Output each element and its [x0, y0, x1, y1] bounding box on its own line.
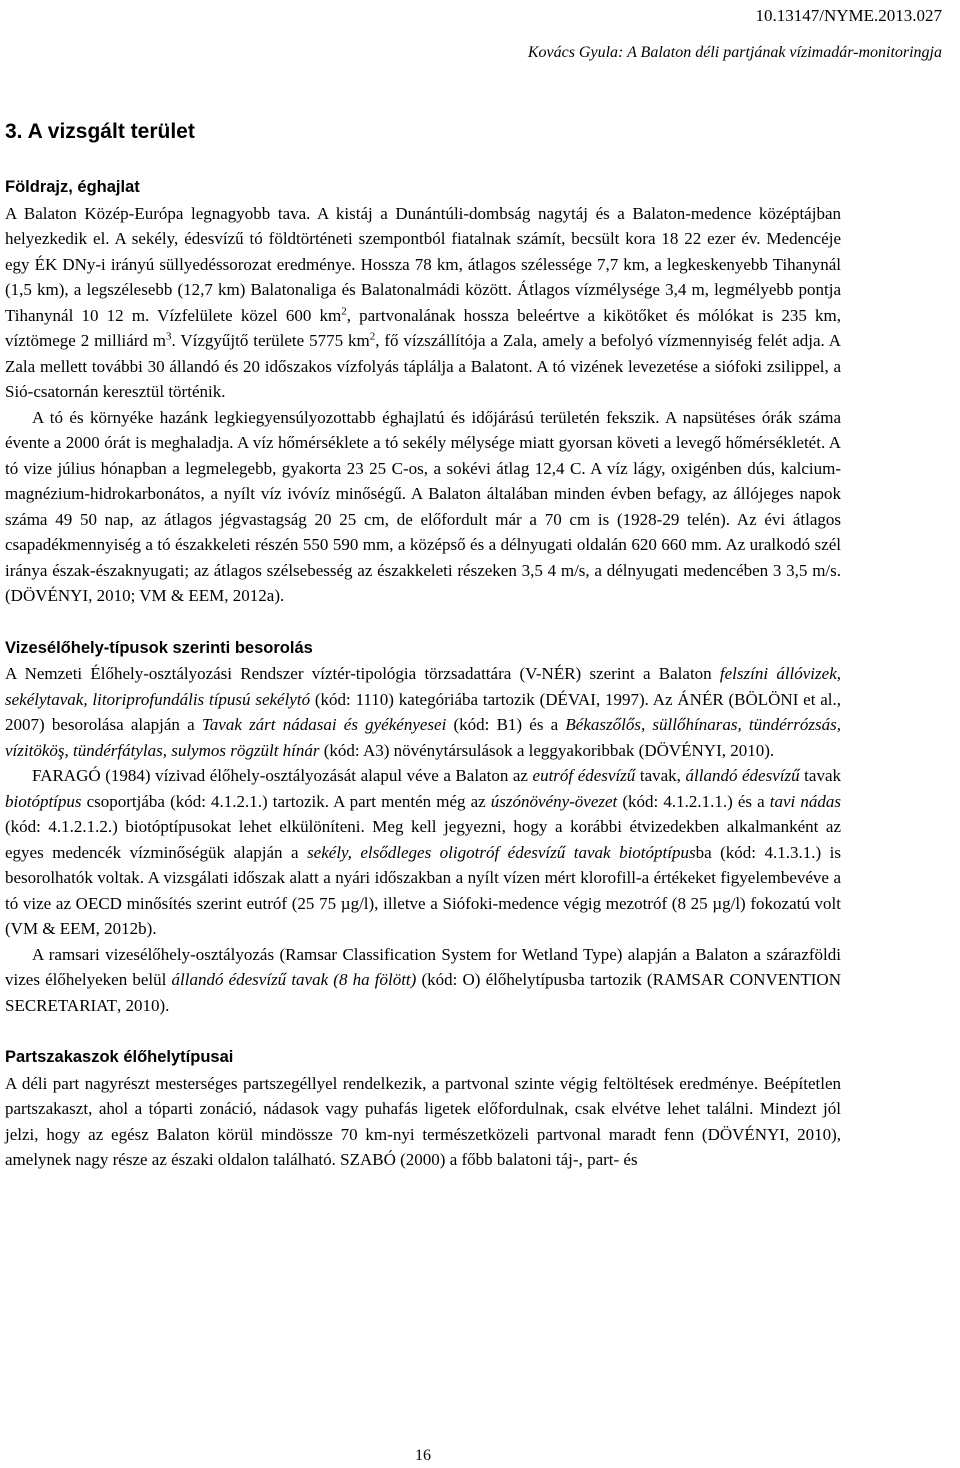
section-heading: Vizesélőhely-típusok szerinti besorolás: [5, 638, 313, 657]
text-run: (kód: A3) növénytársulások a leggyakoribbak (: [319, 740, 645, 760]
author-name: BÖLÖNI: [734, 689, 799, 709]
text-run: , 2010).: [721, 740, 775, 760]
text-run: (2000) a főbb balatoni táj-, part- és: [395, 1150, 638, 1169]
text-run: . Vízgyűjtő területe 5775 km: [171, 331, 370, 350]
text-run: , 1997). Az ÁNÉR (: [595, 689, 735, 709]
author-name: DÖVÉNYI: [10, 586, 89, 605]
text-run: tavak: [799, 766, 841, 785]
paragraph: [5, 661, 841, 763]
italic-term: úszónövény-övezet: [490, 791, 618, 811]
text-run: (kód: O) élőhelytípusba tartozik (: [416, 970, 653, 989]
text-run: A tó és környéke hazánk legkiegyensúlyozottabb éghajlatú és időjárású területén fekszik. A napsütéses órák száma évente a 2000 órát is meghaladja. A víz hőmérséklete a tó sekély mélysége miatt gyorsan követi a levegő hőmérsékletét. A tó vize július hónapban a legmelegebb, gyakorta 23 25 C-os, a sokévi átlag 12,4 C. A víz lágy, oxigénben dús, kalcium-magnézium-hidrokarbonátos, a nyílt víz ivóvíz minőségű. A Balaton általában minden évben befagy, az állójeges napok száma 49 50 nap, az átlagos jégvastagság 20 25 cm, de előfordult már a 70 cm is (1928-29 telén). Az évi átlagos csapadékmennyiség a tó északkeleti részén 550 590 mm, a középső és a délnyugati oldalán 620 660 mm. Az uralkodó szél iránya észak-északnyugati; az átlagos szélsebesség az északkeleti részeken 3,5 4 m/s, a délnyugati medencében 3 3,5 m/s. (: [5, 407, 841, 605]
italic-term: Tavak zárt nádasai és gyékényesei: [201, 715, 447, 734]
page-number: 16: [415, 1447, 431, 1464]
text-run: (kód: 4.1.2.1.1.) és a: [617, 791, 770, 811]
text-run: , 2010), amelynek nagy része az északi oldalon található.: [5, 1124, 841, 1169]
text-run: (kód: 1110) kategóriába tartozik (: [310, 689, 546, 709]
paragraph: [5, 1071, 841, 1173]
author-name: RAMSAR CONVENTION SECRETARIAT: [5, 970, 841, 1015]
text-run: et al., 2007) besorolása alapján a: [5, 689, 842, 734]
author-name: SZABÓ: [340, 1150, 396, 1169]
section-habitat-classification: [5, 636, 841, 1019]
text-run: A ramsari vizesélőhely-osztályozás (Ramsar Classification System for Wetland Type) alapján a Balaton a szárazföldi vizes élőhelyeken belül: [5, 944, 841, 989]
author-name: DÖVÉNYI: [707, 1124, 786, 1144]
italic-term: eutróf édesvízű: [532, 766, 636, 785]
paragraph: [5, 201, 841, 405]
text-run: A Balaton Közép-Európa legnagyobb tava. A kistáj a Dunántúli-dombság nagytáj és a Balaton-medence középtájban helyezkedik el. A sekély, édesvízű tó földtörténeti szempontból fiatalnak számít, becsült kora 18 22 ezer év. Medencéje egy ÉK DNy-i irányú süllyedéssorozat eredménye. Hossza 78 km, átlagos szélessége 7,7 km, a legkeskenyebb Tihanynál (1,5 km), a legszélesebb (12,7 km) Balatonaliga és Balatonalmádi között. Átlagos vízmélysége 3,4 m, legmélyebb pontja Tihanynál 10 12 m. Vízfelülete közel 600 km: [5, 203, 841, 325]
author-name: DÉVAI: [545, 689, 596, 709]
body-text: [5, 175, 841, 1200]
text-run: ba (kód: 4.1.3.1.) is besorolhatók voltak. A vizsgálati időszak alatt a nyári időszakban a nyílt vízen mért klorofill-a értékeket figyelembevéve a tó vize az OECD minősítés szerint eutróf (25 75 µg/l), illetve a Siófoki-medence végig mezotróf (8 25 µg/l) fokozatú volt (VM & EEM, 2012b).: [5, 842, 841, 938]
section-geography: [5, 175, 841, 609]
italic-term: biotóptípus: [5, 791, 82, 811]
text-run: (kód: B1) és a: [446, 715, 566, 734]
section-heading: Partszakaszok élőhelytípusai: [5, 1048, 234, 1066]
italic-term: állandó édesvízű tavak (8 ha fölött): [171, 970, 417, 989]
text-run: , partvonalának hossza beleértve a kikötőket és mólókat is 235 km, víztömege 2 milliárd m: [5, 305, 841, 350]
section-title: 3. A vizsgált terület: [5, 120, 195, 143]
text-run: csoportjába (kód: 4.1.2.1.) tartozik. A part mentén még az: [81, 791, 491, 811]
author-name: DÖVÉNYI: [644, 740, 722, 760]
running-head: Kovács Gyula: A Balaton déli partjának vízimadár-monitoringja: [527, 44, 942, 61]
italic-term: tavi nádas: [769, 791, 841, 811]
author-name: FARAGÓ: [32, 766, 101, 785]
doi-label: 10.13147/NYME.2013.027: [755, 6, 942, 25]
paragraph: [5, 942, 841, 1019]
text-run: tavak,: [635, 766, 686, 785]
text-run: A déli part nagyrészt mesterséges partszegéllyel rendelkezik, a partvonal szinte végig feltöltések eredménye. Beépítetlen partszakaszt, ahol a tóparti zonáció, nádasok vagy puhafás ligetek előfordulnak, csak elvétve lehet találni. Mindezt jól jelzi, hogy az egész Balaton körül mindössze 70 km-nyi természetközeli partvonal maradt fenn (: [5, 1073, 841, 1144]
text-run: (kód: 4.1.2.1.2.) biotóptípusokat lehet elkülöníteni. Meg kell jegyezni, hogy a korábbi étvizedekben alkalmanként az egyes medencék vízminőségük alapján a: [5, 817, 841, 862]
section-shore-habitats: [5, 1045, 841, 1173]
italic-term: felszíni állóvizek, sekélytavak, litoriprofundális típusú sekélytó: [5, 664, 841, 709]
text-run: (1984) vízivad élőhely-osztályozását alapul véve a Balaton az: [100, 766, 533, 785]
section-heading: Földrajz, éghajlat: [5, 178, 140, 196]
superscript: 3: [166, 330, 172, 343]
text-run: , 2010; VM & EEM, 2012a).: [88, 586, 285, 605]
paragraph: [5, 763, 841, 942]
text-run: , 2010).: [116, 995, 170, 1015]
italic-term: állandó édesvízű: [685, 766, 800, 785]
superscript: 2: [369, 330, 376, 343]
text-run: , fő vízszállítója a Zala, amely a befolyó vízmennyiség felét adja. A Zala mellett további 30 állandó és 20 időszakos vízfolyás táplálja a Balatont. A tó vizének levezetése a siófoki zsilippel, a Sió-csatornán keresztül történik.: [5, 331, 842, 401]
italic-term: sekély, elsődleges oligotróf édesvízű tavak biotóptípus: [307, 842, 696, 862]
superscript: 2: [341, 304, 347, 317]
italic-term: Békaszőlős, süllőhínaras, tündérrózsás, vízitököş, tündérfátylas, sulymos rögzült hínár: [5, 715, 841, 760]
text-run: A Nemzeti Élőhely-osztályozási Rendszer víztér-tipológia törzsadattára (V-NÉR) szerint a Balaton: [5, 664, 720, 683]
paragraph: [5, 405, 841, 609]
